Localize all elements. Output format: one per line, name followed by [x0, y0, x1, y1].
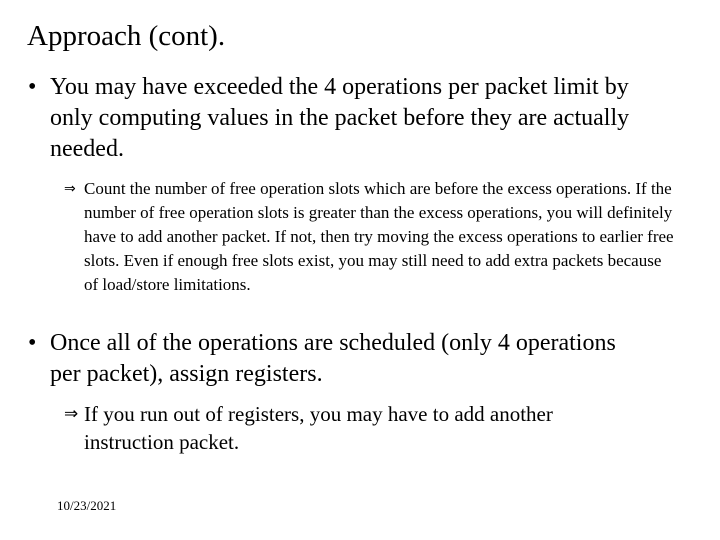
- implies-arrow-icon: ⇒: [64, 181, 76, 197]
- sub-bullet-2-text: If you run out of registers, you may have to add another instruction packet.: [84, 402, 553, 454]
- slide-title: Approach (cont).: [27, 20, 226, 52]
- bullet-2: [28, 328, 668, 390]
- sub-bullet-1: [64, 177, 684, 297]
- bullet-marker: •: [28, 74, 37, 100]
- bullet-marker: •: [28, 330, 37, 356]
- sub-bullet-1-text: Count the number of free operation slots which are before the excess operations. If the number of free operation slots is greater than the excess operations, you will definitely have to add another packet. If not, then try moving the excess operations to earlier free slots. Even if enough free slots exist, you may still need to add extra packets because of load/store limitations.: [84, 179, 674, 294]
- bullet-1-text: You may have exceeded the 4 operations per packet limit by only computing values in the packet before they are actually needed.: [50, 74, 630, 162]
- footer-date: 10/23/2021: [57, 498, 117, 513]
- bullet-2-text: Once all of the operations are scheduled (only 4 operations per packet), assign registers.: [50, 330, 616, 387]
- implies-arrow-icon: ⇒: [64, 404, 79, 424]
- sub-bullet-2: [64, 400, 684, 456]
- bullet-1: [28, 72, 668, 165]
